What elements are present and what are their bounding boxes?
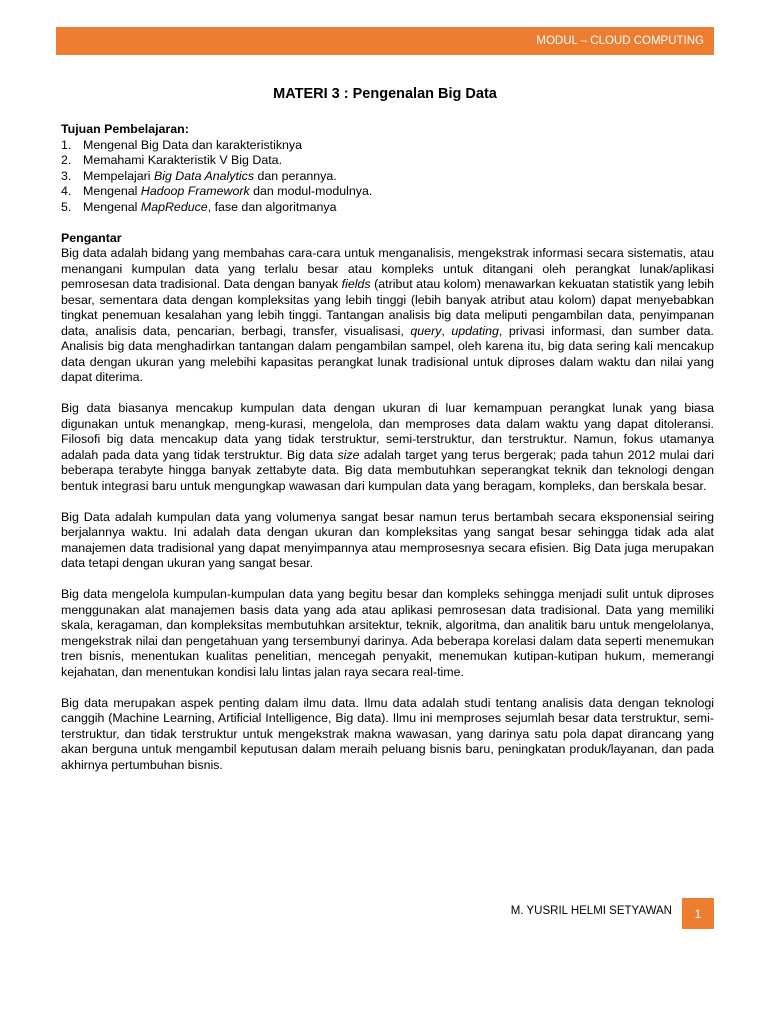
text-run: Mengenal [83, 199, 141, 214]
module-title: MODUL – CLOUD COMPUTING [536, 35, 704, 47]
italic-term: size [337, 447, 360, 462]
paragraph [61, 587, 714, 680]
list-item [61, 169, 714, 185]
intro-heading: Pengantar [61, 230, 122, 245]
objectives-list [61, 138, 714, 216]
paragraph [61, 510, 714, 572]
text-run: adalah target yang terus bergerak; pada tahun 2012 mulai dari beberapa terabyte hingga banyak zettabyte data. Big data membutuhkan seperangkat teknik dan teknologi dengan bentuk integrasi baru untuk mengungkap wawasan dari kumpulan data yang beragam, kompleks, dan berskala besar. [61, 447, 715, 493]
text-run: dan modul-modulnya. [249, 184, 373, 198]
list-number: 4. [61, 184, 72, 198]
italic-term: MapReduce [140, 199, 208, 214]
page-title: MATERI 3 : Pengenalan Big Data [273, 86, 497, 102]
italic-term: updating [451, 323, 499, 338]
text-run: Memahami Karakteristik V Big Data. [83, 153, 283, 167]
list-number: 1. [61, 137, 72, 152]
text-run: (atribut atau kolom) menawarkan kekuatan statistik yang lebih besar, sementara data dengan kompleksitas yang lebih tinggi (lebih banyak atribut atau kolom) dapat menyebabkan tingkat penemuan kesalahan yang lebih tinggi. Tantangan analisis big data meliputi pengambilan data, penyimpanan data, analisis data, pencarian, berbagi, transfer, visualisasi, [61, 277, 715, 338]
page-number: 1 [682, 898, 714, 929]
objectives-heading: Tujuan Pembelajaran: [61, 122, 189, 136]
text-run: , privasi informasi, dan sumber data. Analisis big data menghadirkan tantangan dalam pengambilan sampel, oleh karena itu, big data sering kali mencakup data dengan ukuran yang melebihi kapasitas perangkat lunak tradisional untuk diproses dalam waktu dan nilai yang dapat diterima. [61, 323, 714, 384]
text-run: Big data biasanya mencakup kumpulan data dengan ukuran di luar kemampuan perangkat lunak yang biasa digunakan untuk menangkap, meng-kurasi, mengelola, dan memproses data dalam waktu yang dapat ditoleransi. Filosofi big data mencakup data yang tidak terstruktur, semi-terstruktur, dan terstruktur. Namun, fokus utamanya adalah pada data yang tidak terstruktur. Big data [61, 401, 714, 462]
italic-term: query [410, 323, 442, 338]
text-run: Mengenal [83, 184, 141, 198]
list-number: 2. [61, 153, 72, 167]
text-run: Mempelajari [83, 168, 154, 183]
list-text [83, 138, 302, 154]
text-run: Big data mengelola kumpulan-kumpulan data yang begitu besar dan kompleks sehingga menjadi sulit untuk diproses menggunakan alat manajemen basis data yang ada atau aplikasi pemrosesan data tradisional. Data yang memiliki skala, keragaman, dan kompleksitas membutuhkan arsitektur, teknik, algoritma, dan analitik baru untuk mengelolanya, mengekstrak nilai dan pengetahuan yang tersembunyi darinya. Ada beberapa korelasi dalam data seperti menemukan tren bisnis, menentukan kualitas penelitian, mencegah penyakit, menemukan kutipan-kutipan hukum, memerangi kejahatan, dan menentukan kondisi lalu lintas jalan raya secara real-time. [61, 587, 714, 679]
list-item [61, 138, 714, 154]
text-run: , [441, 323, 452, 338]
text-run: Big data adalah bidang yang membahas cara-cara untuk menganalisis, mengekstrak informasi secara sistematis, atau menangani kumpulan data yang terlalu besar atau kompleks untuk ditangani oleh perangkat lunak/aplikasi pemrosesan data tradisional. Data dengan banyak [61, 246, 714, 291]
text-run: Big data merupakan aspek penting dalam ilmu data. Ilmu data adalah studi tentang analisis data dengan teknologi canggih (Machine Learning, Artificial Intelligence, Big data). Ilmu ini memproses sejumlah besar data terstruktur, semi-terstruktur, dan tidak terstruktur untuk mengekstrak makna wawasan, yang darinya satu pola dapat dirancang yang akan berguna untuk mengambil keputusan dalam meraih peluang bisnis baru, peningkatan produk/layanan, dan pada akhirnya pertumbuhan bisnis. [61, 695, 714, 772]
list-text [83, 184, 372, 200]
text-run: dan perannya. [254, 168, 337, 183]
paragraph [61, 696, 714, 774]
list-item [61, 200, 714, 216]
document-body [61, 122, 714, 789]
paragraph [61, 246, 714, 386]
paragraph [61, 401, 714, 494]
page-header-bar [56, 27, 714, 55]
text-run: Mengenal Big Data dan karakteristiknya [83, 137, 303, 152]
text-run: Big Data adalah kumpulan data yang volumenya sangat besar namun terus bertambah secara eksponensial seiring berjalannya waktu. Ini adalah data dengan ukuran dan kompleksitas yang sangat besar sehingga tidak ada alat manajemen data tradisional yang dapat menyimpannya atau memprosesnya secara efisien. Big Data juga merupakan data tetapi dengan ukuran yang sangat besar. [61, 509, 714, 570]
footer-author: M. YUSRIL HELMI SETYAWAN [510, 905, 672, 917]
text-run: , fase dan algoritmanya [207, 199, 337, 214]
italic-term: Big Data Analytics [153, 168, 255, 183]
list-item [61, 153, 714, 169]
list-number: 5. [61, 199, 72, 214]
italic-term: Hadoop Framework [140, 184, 250, 198]
list-text [83, 200, 337, 216]
list-item [61, 184, 714, 200]
list-number: 3. [61, 168, 72, 183]
italic-term: fields [341, 277, 371, 291]
list-text [83, 153, 282, 169]
list-text [83, 169, 337, 185]
